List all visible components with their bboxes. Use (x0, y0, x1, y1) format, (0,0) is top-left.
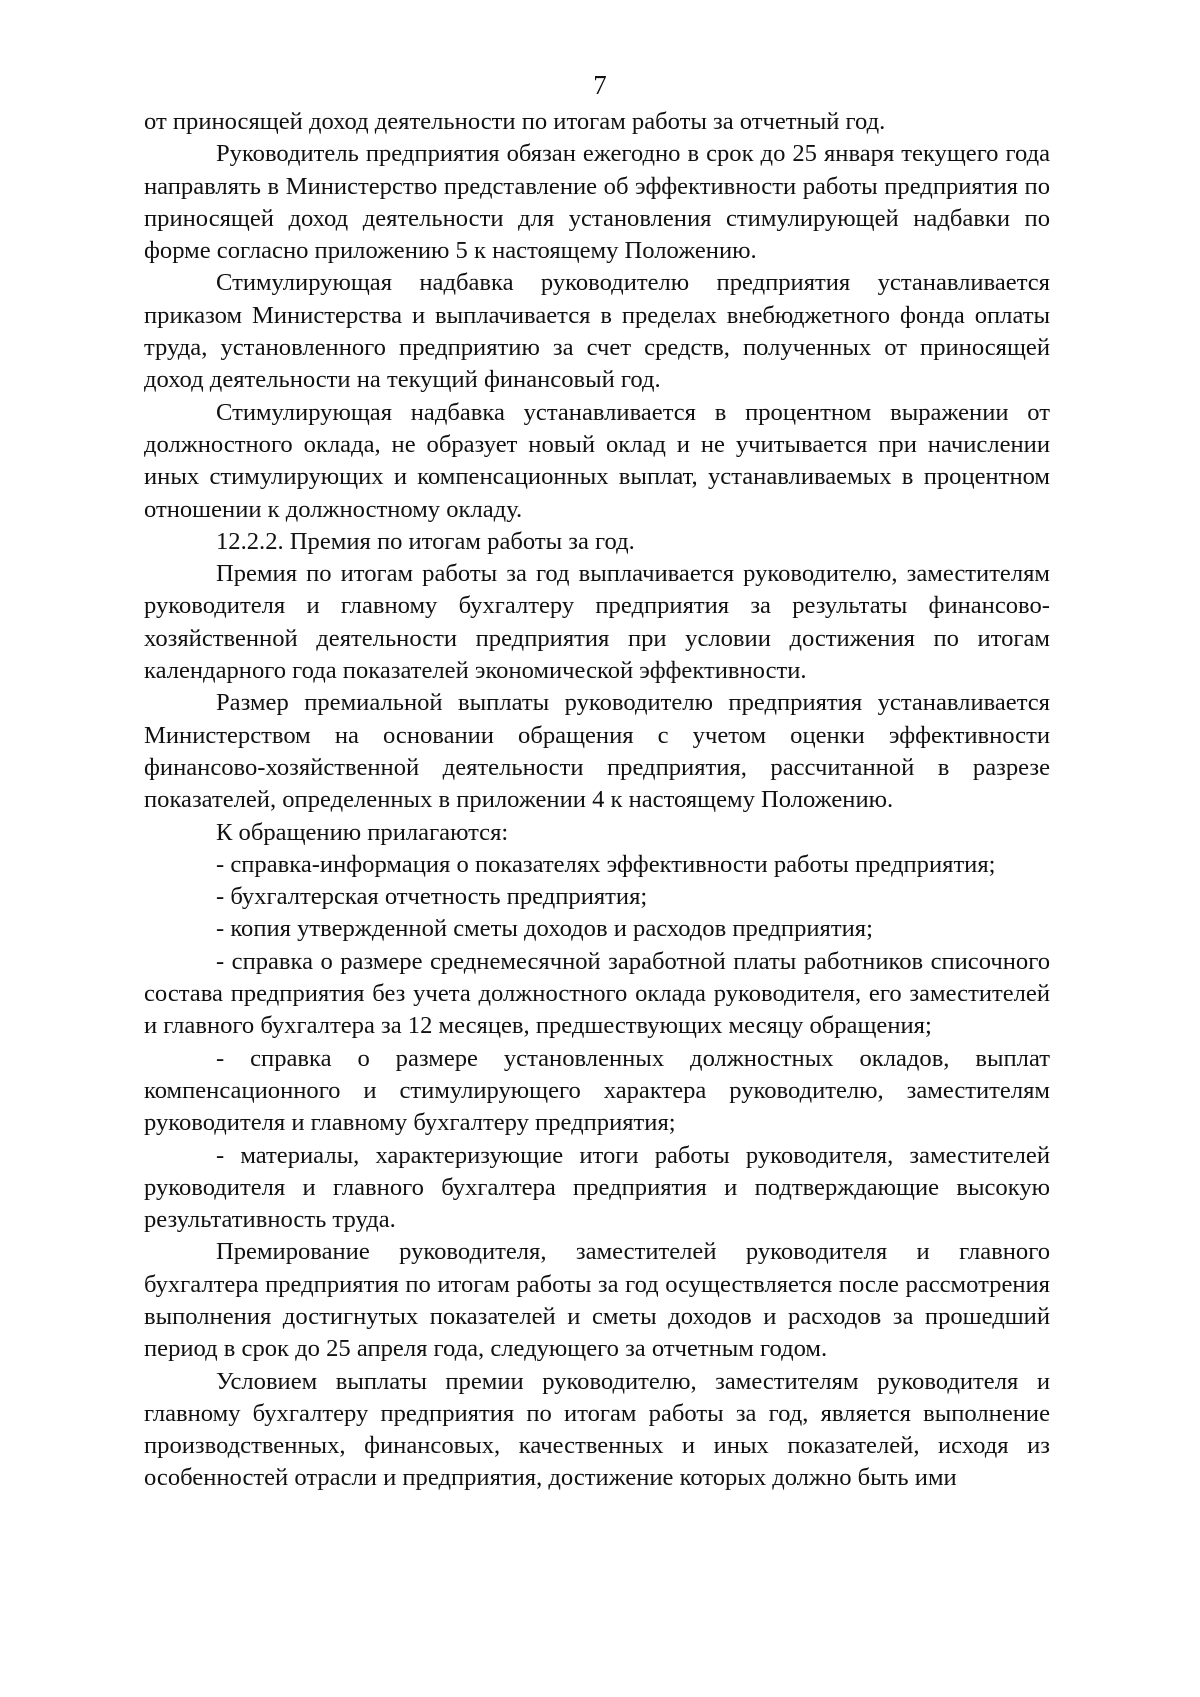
paragraph-premium-timing: Премирование руководителя, заместителей руководителя и главного бухгалтера предприятия по итогам работы за год осуществляется после рассмотрения выполнения достигнутых показателей и сметы доходов и расходов за прошедший период в срок до 25 апреля года, следующего за отчетным годом. (144, 1238, 1050, 1363)
paragraph-annual-report: Руководитель предприятия обязан ежегодно в срок до 25 января текущего года направлять в Министерство представление об эффективности работы предприятия по приносящей доход деятельности для установления стимулирующей надбавки по форме согласно приложению 5 к настоящему Положению. (144, 140, 1050, 265)
document-body (144, 106, 1050, 1495)
list-item-efficiency-info: - справка-информация о показателях эффективности работы предприятия; (216, 850, 996, 878)
list-item-salaries-info: - справка о размере установленных должностных окладов, выплат компенсационного и стимулирующего характера руководителю, заместителям руководителя и главному бухгалтеру предприятия; (144, 1044, 1050, 1137)
list-item-performance-materials: - материалы, характеризующие итоги работы руководителя, заместителей руководителя и главного бухгалтера предприятия и подтверждающие высокую результативность труда. (144, 1141, 1050, 1234)
page-number: 7 (593, 70, 607, 100)
list-item-budget-copy: - копия утвержденной сметы доходов и расходов предприятия; (216, 915, 873, 943)
paragraph-premium-size: Размер премиальной выплаты руководителю предприятия устанавливается Министерством на основании обращения с учетом оценки эффективности финансово-хозяйственной деятельности предприятия, рассчитанной в разрезе показателей, определенных в приложении 4 к настоящему Положению. (144, 689, 1050, 814)
paragraph-bonus-percentage: Стимулирующая надбавка устанавливается в процентном выражении от должностного оклада, не образует новый оклад и не учитывается при начислении иных стимулирующих и компенсационных выплат, устанавливаемых в процентном отношении к должностному окладу. (144, 398, 1050, 523)
continuation-line: от приносящей доход деятельности по итогам работы за отчетный год. (144, 108, 886, 135)
paragraph-premium-conditions: Условием выплаты премии руководителю, заместителям руководителя и главному бухгалтеру предприятия по итогам работы за год, является выполнение производственных, финансовых, качественных и иных показателей, исходя из особенностей отрасли и предприятия, достижение которых должно быть ими (144, 1367, 1050, 1492)
list-item-average-salary: - справка о размере среднемесячной заработной платы работников списочного состава предприятия без учета должностного оклада руководителя, его заместителей и главного бухгалтера за 12 месяцев, предшествующих месяцу обращения; (144, 947, 1050, 1040)
section-heading-12-2-2: 12.2.2. Премия по итогам работы за год. (216, 527, 635, 555)
paragraph-attachments-intro: К обращению прилагаются: (216, 818, 509, 846)
paragraph-bonus-order: Стимулирующая надбавка руководителю предприятия устанавливается приказом Министерства и выплачивается в пределах внебюджетного фонда оплаты труда, установленного предприятию за счет средств, полученных от приносящей доход деятельности на текущий финансовый год. (144, 269, 1050, 394)
list-item-accounting-reports: - бухгалтерская отчетность предприятия; (216, 883, 648, 911)
paragraph-annual-premium: Премия по итогам работы за год выплачивается руководителю, заместителям руководителя и главному бухгалтеру предприятия за результаты финансово-хозяйственной деятельности предприятия при условии достижения по итогам календарного года показателей экономической эффективности. (144, 560, 1050, 685)
